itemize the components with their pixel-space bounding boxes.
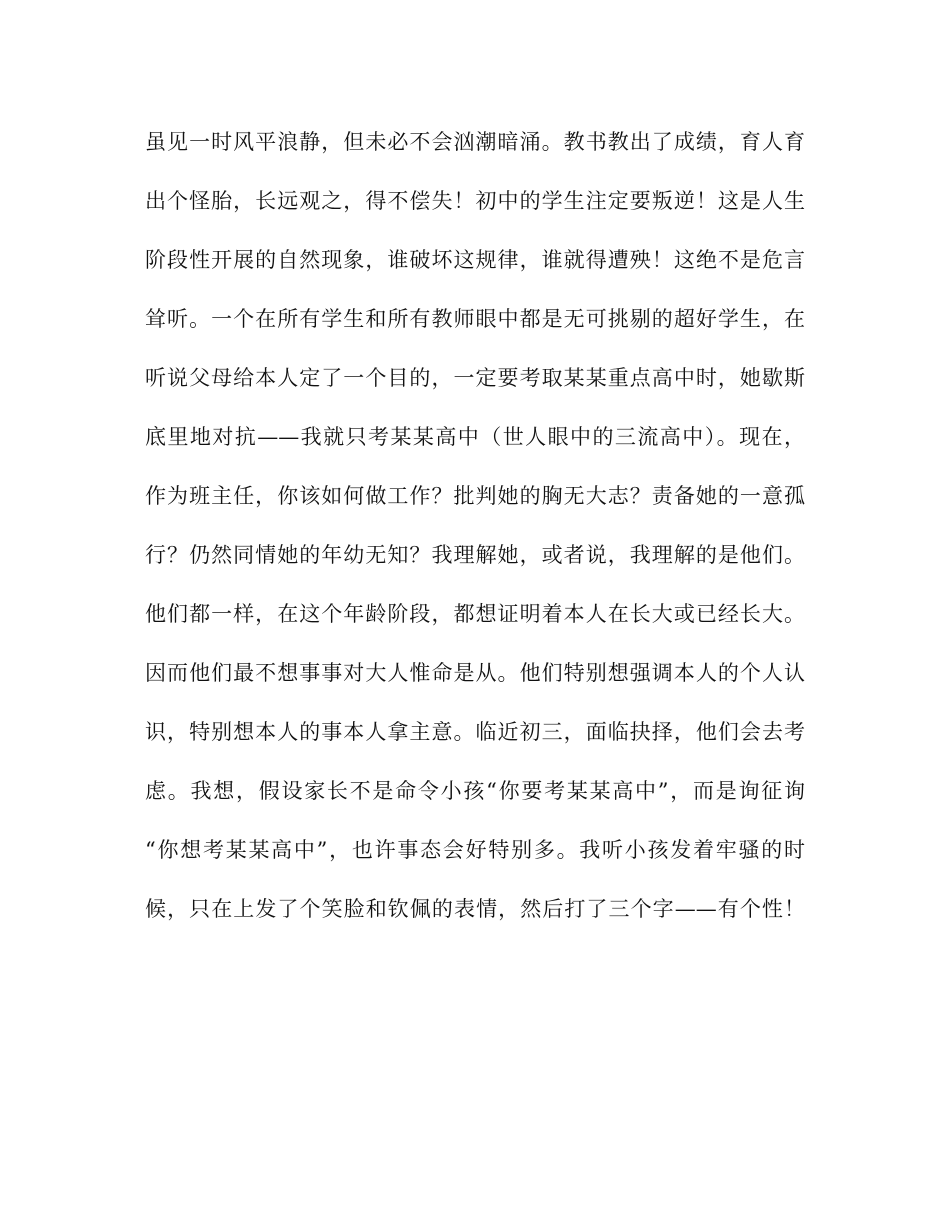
text-line: 识，特别想本人的事本人拿主意。临近初三，面临抉择，他们会去考 [145, 720, 805, 744]
text-line: 行？仍然同情她的年幼无知？我理解她，或者说，我理解的是他们。 [145, 543, 805, 567]
text-line: 作为班主任，你该如何做工作？批判她的胸无大志？责备她的一意孤 [145, 484, 805, 508]
text-line: 虽见一时风平浪静，但未必不会汹潮暗涌。教书教出了成绩，育人育 [145, 130, 805, 154]
text-line: 出个怪胎，长远观之，得不偿失！初中的学生注定要叛逆！这是人生 [145, 189, 805, 213]
text-line: 因而他们最不想事事对大人惟命是从。他们特别想强调本人的个人认 [145, 661, 805, 685]
text-line: 听说父母给本人定了一个目的，一定要考取某某重点高中时，她歇斯 [145, 366, 805, 390]
text-line: 虑。我想，假设家长不是命令小孩“你要考某某高中”，而是询征询 [145, 779, 805, 803]
text-line: 他们都一样，在这个年龄阶段，都想证明着本人在长大或已经长大。 [145, 602, 805, 626]
text-line: 耸听。一个在所有学生和所有教师眼中都是无可挑剔的超好学生，在 [145, 307, 805, 331]
text-line: 阶段性开展的自然现象，谁破坏这规律，谁就得遭殃！这绝不是危言 [145, 248, 805, 272]
text-line: 底里地对抗——我就只考某某高中（世人眼中的三流高中）。现在， [145, 425, 805, 449]
text-line: “你想考某某高中”，也许事态会好特别多。我听小孩发着牢骚的时 [145, 838, 805, 862]
text-line: 候，只在上发了个笑脸和钦佩的表情，然后打了三个字——有个性！ [145, 897, 805, 921]
body-paragraph [145, 118, 805, 944]
